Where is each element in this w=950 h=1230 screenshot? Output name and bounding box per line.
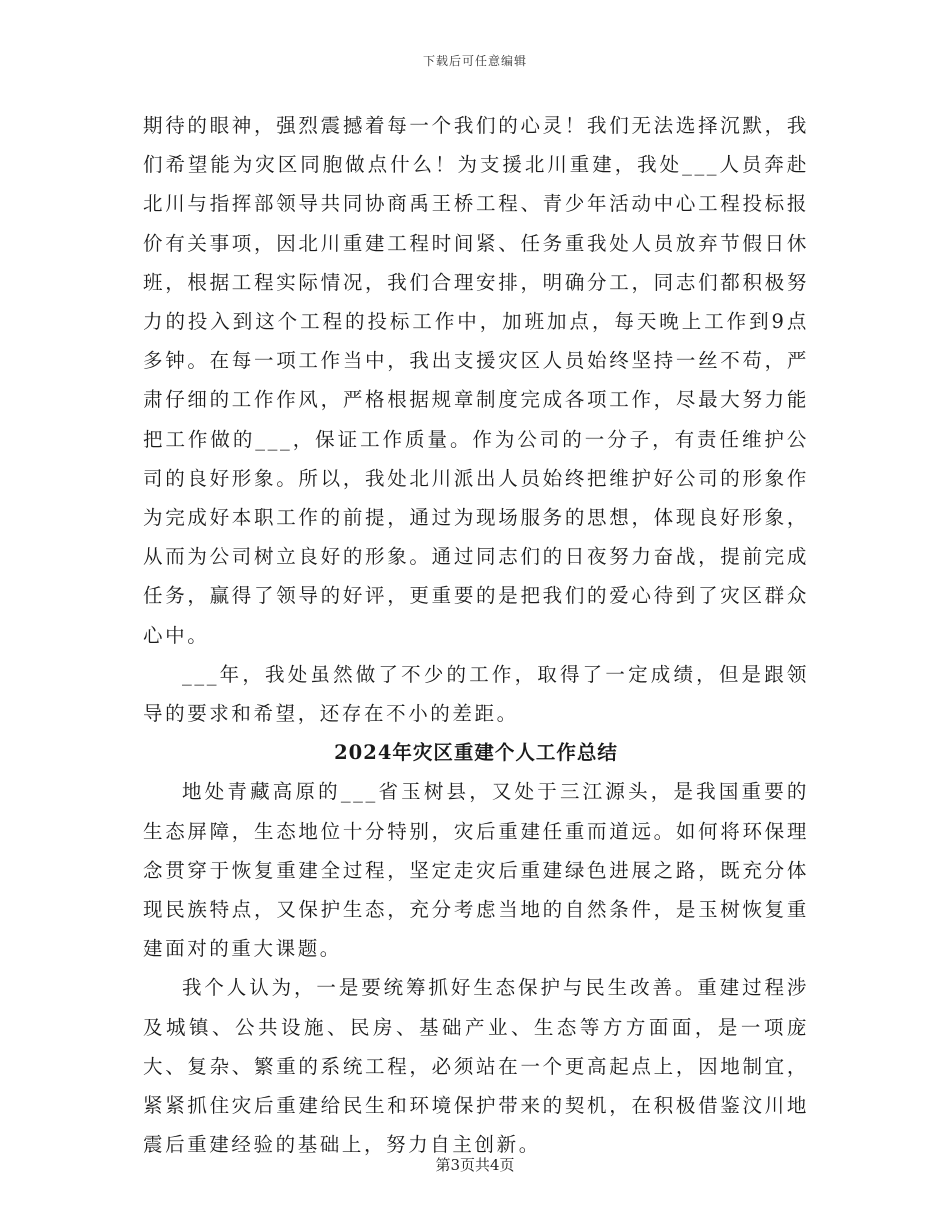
paragraph-opinion: 我个人认为，一是要统筹抓好生态保护与民生改善。重建过程涉及城镇、公共设施、民房、基础产业、生态等方方面面，是一项庞大、复杂、繁重的系统工程，必须站在一个更高起点上，因地制宜，紧紧抓住灾后重建给民生和环境保护带来的契机，在积极借鉴汶川地震后重建经验的基础上，努力自主创新。 [143, 976, 809, 1157]
paragraph-continuation: 期待的眼神，强烈震撼着每一个我们的心灵！我们无法选择沉默，我们希望能为灾区同胞做点什么！为支援北川重建，我处___人员奔赴北川与指挥部领导共同协商禹王桥工程、青少年活动中心工程投标报价有关事项，因北川重建工程时间紧、任务重我处人员放弃节假日休班，根据工程实际情况，我们合理安排，明确分工，同志们都积极努力的投入到这个工程的投标工作中，加班加点，每天晚上工作到9点多钟。在每一项工作当中，我出支援灾区人员始终坚持一丝不苟，严肃仔细的工作作风，严格根据规章制度完成各项工作，尽最大努力能把工作做的___，保证工作质量。作为公司的一分子，有责任维护公司的良好形象。所以，我处北川派出人员始终把维护好公司的形象作为完成好本职工作的前提，通过为现场服务的思想，体现良好形象，从而为公司树立良好的形象。通过同志们的日夜努力奋战，提前完成任务，赢得了领导的好评，更重要的是把我们的爱心待到了灾区群众心中。 [143, 114, 809, 647]
paragraph-intro: 地处青藏高原的___省玉树县，又处于三江源头，是我国重要的生态屏障，生态地位十分特别，灾后重建任重而道远。如何将环保理念贯穿于恢复重建全过程，坚定走灾后重建绿色进展之路，既充分体现民族特点，又保护生态，充分考虑当地的自然条件，是玉树恢复重建面对的重大课题。 [143, 780, 809, 961]
section-heading: 2024年灾区重建个人工作总结 [334, 741, 618, 765]
page-header: 下载后可任意编辑 [422, 54, 527, 68]
document-body [143, 106, 809, 1164]
paragraph-summary: ___年，我处虽然做了不少的工作，取得了一定成绩，但是跟领导的要求和希望，还存在不小的差距。 [143, 662, 809, 726]
page-footer: 第3页共4页 [435, 1156, 515, 1174]
